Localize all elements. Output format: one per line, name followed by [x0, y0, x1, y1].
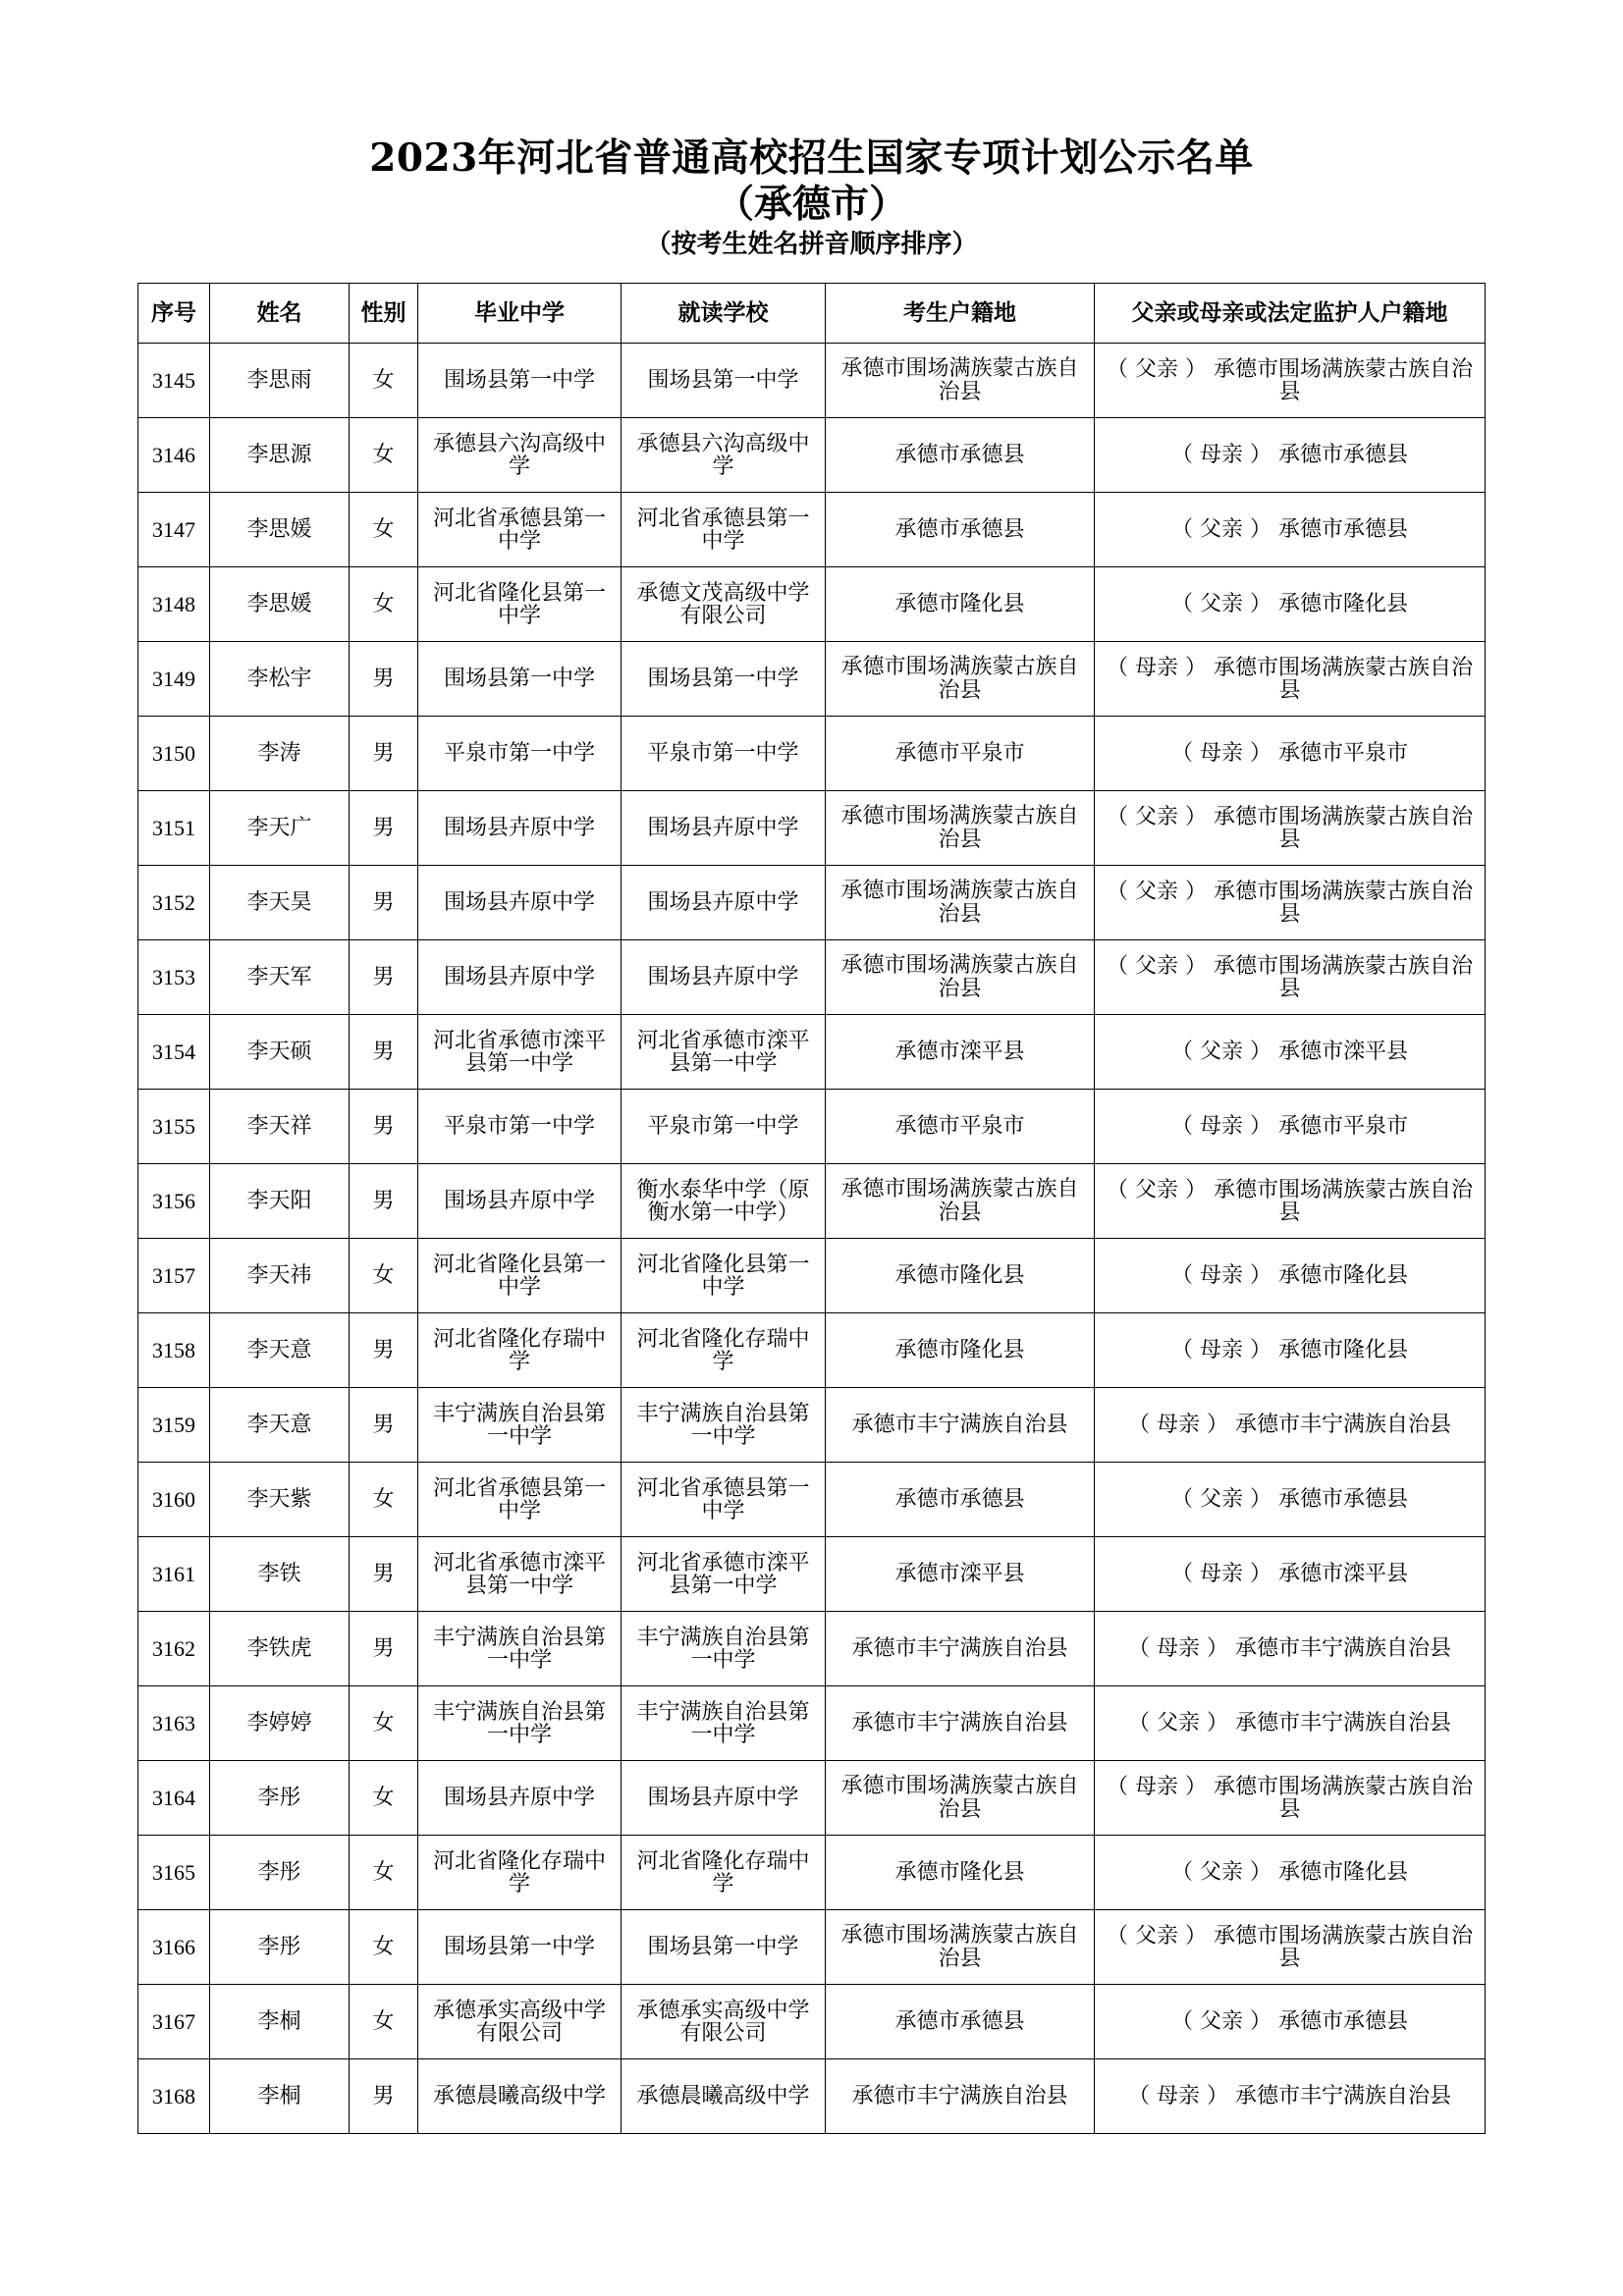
table-row — [138, 1761, 1486, 1836]
table-body — [138, 344, 1486, 2134]
candidate-hukou-cell: 承德市隆化县 — [826, 1313, 1095, 1388]
guardian-hukou-cell: （ 父亲 ） 承德市围场满族蒙古族自治县 — [1095, 866, 1486, 940]
sort-note: （按考生姓名拼音顺序排序） — [645, 230, 978, 259]
current-school-cell: 河北省承德市滦平县第一中学 — [622, 1015, 826, 1090]
serial-no-cell: 3154 — [138, 1015, 210, 1090]
name-cell: 李松宇 — [210, 642, 350, 717]
name-cell: 李天昊 — [210, 866, 350, 940]
gender-cell: 男 — [350, 1164, 418, 1239]
candidate-hukou-cell: 承德市围场满族蒙古族自治县 — [826, 791, 1095, 866]
table-row — [138, 1836, 1486, 1910]
graduation-school-cell: 围场县卉原中学 — [418, 866, 622, 940]
graduation-school-cell: 围场县卉原中学 — [418, 1761, 622, 1836]
name-cell: 李桐 — [210, 1985, 350, 2059]
candidate-hukou-cell: 承德市滦平县 — [826, 1537, 1095, 1612]
guardian-hukou-cell: （ 母亲 ） 承德市丰宁满族自治县 — [1095, 1388, 1486, 1463]
table-header-row — [138, 284, 1486, 344]
serial-no-cell: 3152 — [138, 866, 210, 940]
candidate-hukou-cell: 承德市丰宁满族自治县 — [826, 1388, 1095, 1463]
guardian-hukou-cell: （ 父亲 ） 承德市围场满族蒙古族自治县 — [1095, 1164, 1486, 1239]
current-school-cell: 围场县第一中学 — [622, 642, 826, 717]
graduation-school-cell: 河北省承德县第一中学 — [418, 493, 622, 567]
table-row — [138, 1015, 1486, 1090]
guardian-hukou-cell: （ 母亲 ） 承德市平泉市 — [1095, 717, 1486, 791]
guardian-hukou-cell: （ 母亲 ） 承德市承德县 — [1095, 418, 1486, 493]
candidate-hukou-cell: 承德市围场满族蒙古族自治县 — [826, 1761, 1095, 1836]
candidate-hukou-cell: 承德市承德县 — [826, 1985, 1095, 2059]
candidate-hukou-cell: 承德市滦平县 — [826, 1015, 1095, 1090]
name-cell: 李彤 — [210, 1761, 350, 1836]
serial-no-cell: 3164 — [138, 1761, 210, 1836]
name-cell: 李婷婷 — [210, 1686, 350, 1761]
gender-cell: 男 — [350, 2059, 418, 2134]
graduation-school-cell: 丰宁满族自治县第一中学 — [418, 1686, 622, 1761]
gender-cell: 男 — [350, 866, 418, 940]
header-graduation-school: 毕业中学 — [418, 284, 622, 344]
table-row — [138, 1239, 1486, 1313]
table-row — [138, 1164, 1486, 1239]
table-row — [138, 1388, 1486, 1463]
graduation-school-cell: 围场县第一中学 — [418, 1910, 622, 1985]
graduation-school-cell: 河北省隆化存瑞中学 — [418, 1313, 622, 1388]
serial-no-cell: 3145 — [138, 344, 210, 418]
gender-cell: 男 — [350, 1313, 418, 1388]
gender-cell: 女 — [350, 1836, 418, 1910]
gender-cell: 男 — [350, 1015, 418, 1090]
name-cell: 李天硕 — [210, 1015, 350, 1090]
graduation-school-cell: 围场县第一中学 — [418, 642, 622, 717]
name-cell: 李铁 — [210, 1537, 350, 1612]
candidate-hukou-cell: 承德市围场满族蒙古族自治县 — [826, 1910, 1095, 1985]
page-title: 2023年河北省普通高校招生国家专项计划公示名单 — [369, 135, 1254, 181]
guardian-hukou-cell: （ 父亲 ） 承德市围场满族蒙古族自治县 — [1095, 1910, 1486, 1985]
serial-no-cell: 3150 — [138, 717, 210, 791]
header-gender: 性别 — [350, 284, 418, 344]
table-row — [138, 418, 1486, 493]
candidate-hukou-cell: 承德市承德县 — [826, 418, 1095, 493]
serial-no-cell: 3156 — [138, 1164, 210, 1239]
graduation-school-cell: 丰宁满族自治县第一中学 — [418, 1388, 622, 1463]
table-row — [138, 1910, 1486, 1985]
gender-cell: 女 — [350, 418, 418, 493]
graduation-school-cell: 河北省隆化县第一中学 — [418, 567, 622, 642]
current-school-cell: 河北省承德县第一中学 — [622, 1463, 826, 1537]
name-cell: 李思雨 — [210, 344, 350, 418]
table-row — [138, 567, 1486, 642]
serial-no-cell: 3161 — [138, 1537, 210, 1612]
current-school-cell: 河北省隆化县第一中学 — [622, 1239, 826, 1313]
header-serial-no: 序号 — [138, 284, 210, 344]
gender-cell: 女 — [350, 493, 418, 567]
name-cell: 李天祥 — [210, 1090, 350, 1164]
candidate-hukou-cell: 承德市承德县 — [826, 1463, 1095, 1537]
graduation-school-cell: 河北省隆化存瑞中学 — [418, 1836, 622, 1910]
name-cell: 李天祎 — [210, 1239, 350, 1313]
current-school-cell: 承德晨曦高级中学 — [622, 2059, 826, 2134]
header-candidate-hukou: 考生户籍地 — [826, 284, 1095, 344]
current-school-cell: 平泉市第一中学 — [622, 717, 826, 791]
serial-no-cell: 3163 — [138, 1686, 210, 1761]
table-row — [138, 1612, 1486, 1686]
guardian-hukou-cell: （ 父亲 ） 承德市丰宁满族自治县 — [1095, 1686, 1486, 1761]
current-school-cell: 河北省承德县第一中学 — [622, 493, 826, 567]
graduation-school-cell: 河北省承德市滦平县第一中学 — [418, 1537, 622, 1612]
gender-cell: 女 — [350, 1910, 418, 1985]
graduation-school-cell: 围场县卉原中学 — [418, 791, 622, 866]
candidate-hukou-cell: 承德市围场满族蒙古族自治县 — [826, 940, 1095, 1015]
table-row — [138, 1463, 1486, 1537]
name-cell: 李彤 — [210, 1910, 350, 1985]
gender-cell: 男 — [350, 791, 418, 866]
name-cell: 李天阳 — [210, 1164, 350, 1239]
table-row — [138, 344, 1486, 418]
name-cell: 李思媛 — [210, 567, 350, 642]
graduation-school-cell: 平泉市第一中学 — [418, 717, 622, 791]
serial-no-cell: 3165 — [138, 1836, 210, 1910]
table-row — [138, 717, 1486, 791]
table-row — [138, 642, 1486, 717]
guardian-hukou-cell: （ 父亲 ） 承德市滦平县 — [1095, 1015, 1486, 1090]
current-school-cell: 衡水泰华中学（原衡水第一中学） — [622, 1164, 826, 1239]
gender-cell: 男 — [350, 1090, 418, 1164]
candidate-hukou-cell: 承德市围场满族蒙古族自治县 — [826, 1164, 1095, 1239]
candidate-hukou-cell: 承德市丰宁满族自治县 — [826, 1686, 1095, 1761]
guardian-hukou-cell: （ 母亲 ） 承德市丰宁满族自治县 — [1095, 2059, 1486, 2134]
guardian-hukou-cell: （ 母亲 ） 承德市丰宁满族自治县 — [1095, 1612, 1486, 1686]
graduation-school-cell: 围场县卉原中学 — [418, 940, 622, 1015]
graduation-school-cell: 丰宁满族自治县第一中学 — [418, 1612, 622, 1686]
gender-cell: 女 — [350, 1686, 418, 1761]
table-row — [138, 1686, 1486, 1761]
name-cell: 李思源 — [210, 418, 350, 493]
gender-cell: 女 — [350, 567, 418, 642]
table-row — [138, 493, 1486, 567]
current-school-cell: 平泉市第一中学 — [622, 1090, 826, 1164]
name-cell: 李天紫 — [210, 1463, 350, 1537]
graduation-school-cell: 承德晨曦高级中学 — [418, 2059, 622, 2134]
graduation-school-cell: 围场县第一中学 — [418, 344, 622, 418]
name-cell: 李思媛 — [210, 493, 350, 567]
guardian-hukou-cell: （ 父亲 ） 承德市承德县 — [1095, 1985, 1486, 2059]
gender-cell: 男 — [350, 1612, 418, 1686]
table-row — [138, 2059, 1486, 2134]
serial-no-cell: 3149 — [138, 642, 210, 717]
name-cell: 李天意 — [210, 1388, 350, 1463]
gender-cell: 男 — [350, 1537, 418, 1612]
gender-cell: 男 — [350, 717, 418, 791]
table-row — [138, 1537, 1486, 1612]
table-row — [138, 866, 1486, 940]
guardian-hukou-cell: （ 母亲 ） 承德市隆化县 — [1095, 1239, 1486, 1313]
serial-no-cell: 3151 — [138, 791, 210, 866]
candidate-hukou-cell: 承德市围场满族蒙古族自治县 — [826, 344, 1095, 418]
name-cell: 李天军 — [210, 940, 350, 1015]
candidate-hukou-cell: 承德市围场满族蒙古族自治县 — [826, 642, 1095, 717]
current-school-cell: 围场县卉原中学 — [622, 1761, 826, 1836]
name-cell: 李铁虎 — [210, 1612, 350, 1686]
candidate-hukou-cell: 承德市承德县 — [826, 493, 1095, 567]
gender-cell: 女 — [350, 1761, 418, 1836]
admission-list-table — [137, 283, 1486, 2134]
graduation-school-cell: 河北省承德市滦平县第一中学 — [418, 1015, 622, 1090]
graduation-school-cell: 承德县六沟高级中学 — [418, 418, 622, 493]
header-current-school: 就读学校 — [622, 284, 826, 344]
guardian-hukou-cell: （ 母亲 ） 承德市平泉市 — [1095, 1090, 1486, 1164]
guardian-hukou-cell: （ 父亲 ） 承德市隆化县 — [1095, 567, 1486, 642]
guardian-hukou-cell: （ 母亲 ） 承德市围场满族蒙古族自治县 — [1095, 642, 1486, 717]
serial-no-cell: 3168 — [138, 2059, 210, 2134]
name-cell: 李彤 — [210, 1836, 350, 1910]
name-cell: 李天广 — [210, 791, 350, 866]
guardian-hukou-cell: （ 母亲 ） 承德市隆化县 — [1095, 1313, 1486, 1388]
serial-no-cell: 3148 — [138, 567, 210, 642]
header-guardian-hukou: 父亲或母亲或法定监护人户籍地 — [1095, 284, 1486, 344]
current-school-cell: 河北省隆化存瑞中学 — [622, 1313, 826, 1388]
serial-no-cell: 3167 — [138, 1985, 210, 2059]
guardian-hukou-cell: （ 父亲 ） 承德市隆化县 — [1095, 1836, 1486, 1910]
serial-no-cell: 3162 — [138, 1612, 210, 1686]
guardian-hukou-cell: （ 父亲 ） 承德市承德县 — [1095, 493, 1486, 567]
current-school-cell: 围场县第一中学 — [622, 1910, 826, 1985]
serial-no-cell: 3160 — [138, 1463, 210, 1537]
serial-no-cell: 3146 — [138, 418, 210, 493]
page-subtitle: （承德市） — [715, 182, 907, 227]
serial-no-cell: 3155 — [138, 1090, 210, 1164]
guardian-hukou-cell: （ 父亲 ） 承德市围场满族蒙古族自治县 — [1095, 940, 1486, 1015]
current-school-cell: 河北省隆化存瑞中学 — [622, 1836, 826, 1910]
graduation-school-cell: 平泉市第一中学 — [418, 1090, 622, 1164]
current-school-cell: 围场县卉原中学 — [622, 866, 826, 940]
gender-cell: 男 — [350, 642, 418, 717]
graduation-school-cell: 承德承实高级中学有限公司 — [418, 1985, 622, 2059]
name-cell: 李桐 — [210, 2059, 350, 2134]
candidate-hukou-cell: 承德市丰宁满族自治县 — [826, 2059, 1095, 2134]
candidate-hukou-cell: 承德市平泉市 — [826, 717, 1095, 791]
name-cell: 李涛 — [210, 717, 350, 791]
candidate-hukou-cell: 承德市隆化县 — [826, 1239, 1095, 1313]
serial-no-cell: 3147 — [138, 493, 210, 567]
table-row — [138, 1313, 1486, 1388]
serial-no-cell: 3153 — [138, 940, 210, 1015]
gender-cell: 女 — [350, 1985, 418, 2059]
serial-no-cell: 3158 — [138, 1313, 210, 1388]
current-school-cell: 河北省承德市滦平县第一中学 — [622, 1537, 826, 1612]
candidate-hukou-cell: 承德市平泉市 — [826, 1090, 1095, 1164]
current-school-cell: 丰宁满族自治县第一中学 — [622, 1612, 826, 1686]
guardian-hukou-cell: （ 父亲 ） 承德市围场满族蒙古族自治县 — [1095, 344, 1486, 418]
table-row — [138, 940, 1486, 1015]
current-school-cell: 围场县卉原中学 — [622, 940, 826, 1015]
guardian-hukou-cell: （ 母亲 ） 承德市围场满族蒙古族自治县 — [1095, 1761, 1486, 1836]
gender-cell: 男 — [350, 940, 418, 1015]
graduation-school-cell: 河北省隆化县第一中学 — [418, 1239, 622, 1313]
candidate-hukou-cell: 承德市围场满族蒙古族自治县 — [826, 866, 1095, 940]
guardian-hukou-cell: （ 父亲 ） 承德市承德县 — [1095, 1463, 1486, 1537]
name-cell: 李天意 — [210, 1313, 350, 1388]
current-school-cell: 围场县卉原中学 — [622, 791, 826, 866]
current-school-cell: 承德承实高级中学有限公司 — [622, 1985, 826, 2059]
current-school-cell: 丰宁满族自治县第一中学 — [622, 1388, 826, 1463]
current-school-cell: 丰宁满族自治县第一中学 — [622, 1686, 826, 1761]
guardian-hukou-cell: （ 父亲 ） 承德市围场满族蒙古族自治县 — [1095, 791, 1486, 866]
candidate-hukou-cell: 承德市隆化县 — [826, 1836, 1095, 1910]
table-row — [138, 791, 1486, 866]
guardian-hukou-cell: （ 母亲 ） 承德市滦平县 — [1095, 1537, 1486, 1612]
serial-no-cell: 3159 — [138, 1388, 210, 1463]
gender-cell: 女 — [350, 1463, 418, 1537]
candidate-hukou-cell: 承德市丰宁满族自治县 — [826, 1612, 1095, 1686]
gender-cell: 男 — [350, 1388, 418, 1463]
candidate-hukou-cell: 承德市隆化县 — [826, 567, 1095, 642]
current-school-cell: 承德县六沟高级中学 — [622, 418, 826, 493]
table-row — [138, 1985, 1486, 2059]
graduation-school-cell: 围场县卉原中学 — [418, 1164, 622, 1239]
serial-no-cell: 3166 — [138, 1910, 210, 1985]
gender-cell: 女 — [350, 344, 418, 418]
header-name: 姓名 — [210, 284, 350, 344]
graduation-school-cell: 河北省承德县第一中学 — [418, 1463, 622, 1537]
current-school-cell: 围场县第一中学 — [622, 344, 826, 418]
current-school-cell: 承德文茂高级中学有限公司 — [622, 567, 826, 642]
serial-no-cell: 3157 — [138, 1239, 210, 1313]
gender-cell: 女 — [350, 1239, 418, 1313]
table-row — [138, 1090, 1486, 1164]
